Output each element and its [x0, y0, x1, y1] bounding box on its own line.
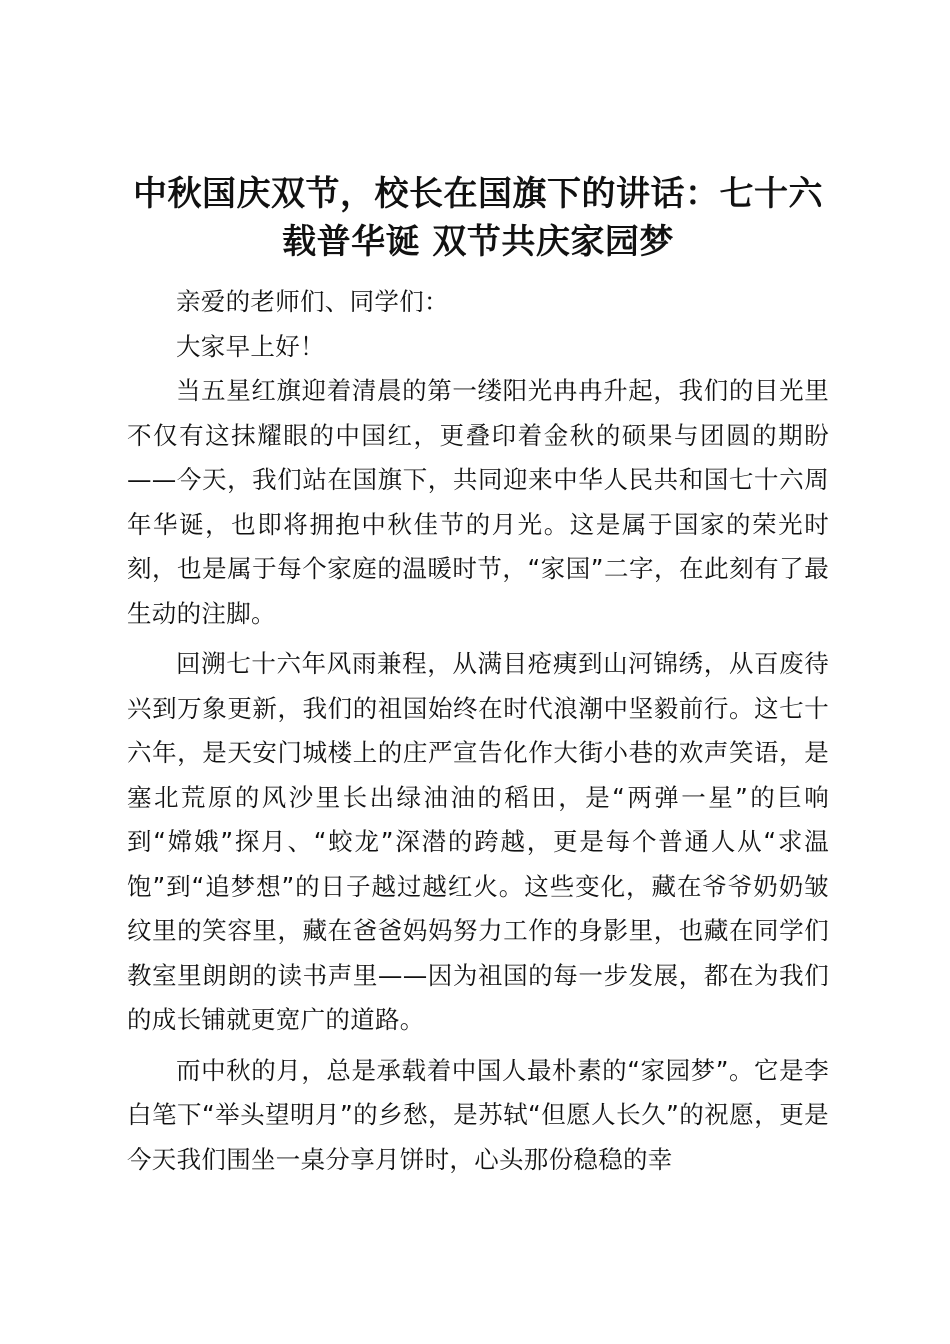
salutation-line: 大家早上好！	[176, 331, 325, 361]
body-paragraph-3: 而中秋的月，总是承载着中国人最朴素的“家园梦”。它是李白笔下“举头望明月”的乡愁，是苏轼“但愿人长久”的祝愿，更是今天我们围坐一桌分享月饼时，心头那份稳稳的幸	[127, 1055, 829, 1174]
body-paragraph-1: 当五星红旗迎着清晨的第一缕阳光冉冉升起，我们的目光里不仅有这抹耀眼的中国红，更叠印着金秋的硕果与团圆的期盼——今天，我们站在国旗下，共同迎来中华人民共和国七十六周年华诞，也即将拥抱中秋佳节的月光。这是属于国家的荣光时刻，也是属于每个家庭的温暖时节，“家国”二字，在此刻有了最生动的注脚。	[127, 376, 829, 628]
body-paragraph-2: 回溯七十六年风雨兼程，从满目疮痍到山河锦绣，从百废待兴到万象更新，我们的祖国始终在时代浪潮中坚毅前行。这七十六年，是天安门城楼上的庄严宣告化作大街小巷的欢声笑语，是塞北荒原的风沙里长出绿油油的稻田，是“两弹一星”的巨响到“嫦娥”探月、“蛟龙”深潜的跨越，更是每个普通人从“求温饱”到“追梦想”的日子越过越红火。这些变化，藏在爷爷奶奶皱纹里的笑容里，藏在爸爸妈妈努力工作的身影里，也藏在同学们教室里朗朗的读书声里——因为祖国的每一步发展，都在为我们的成长铺就更宽广的道路。	[127, 649, 829, 1034]
document-title: 中秋国庆双节，校长在国旗下的讲话：七十六载普华诞 双节共庆家园梦	[133, 174, 823, 262]
greeting-line: 亲爱的老师们、同学们：	[176, 287, 449, 316]
